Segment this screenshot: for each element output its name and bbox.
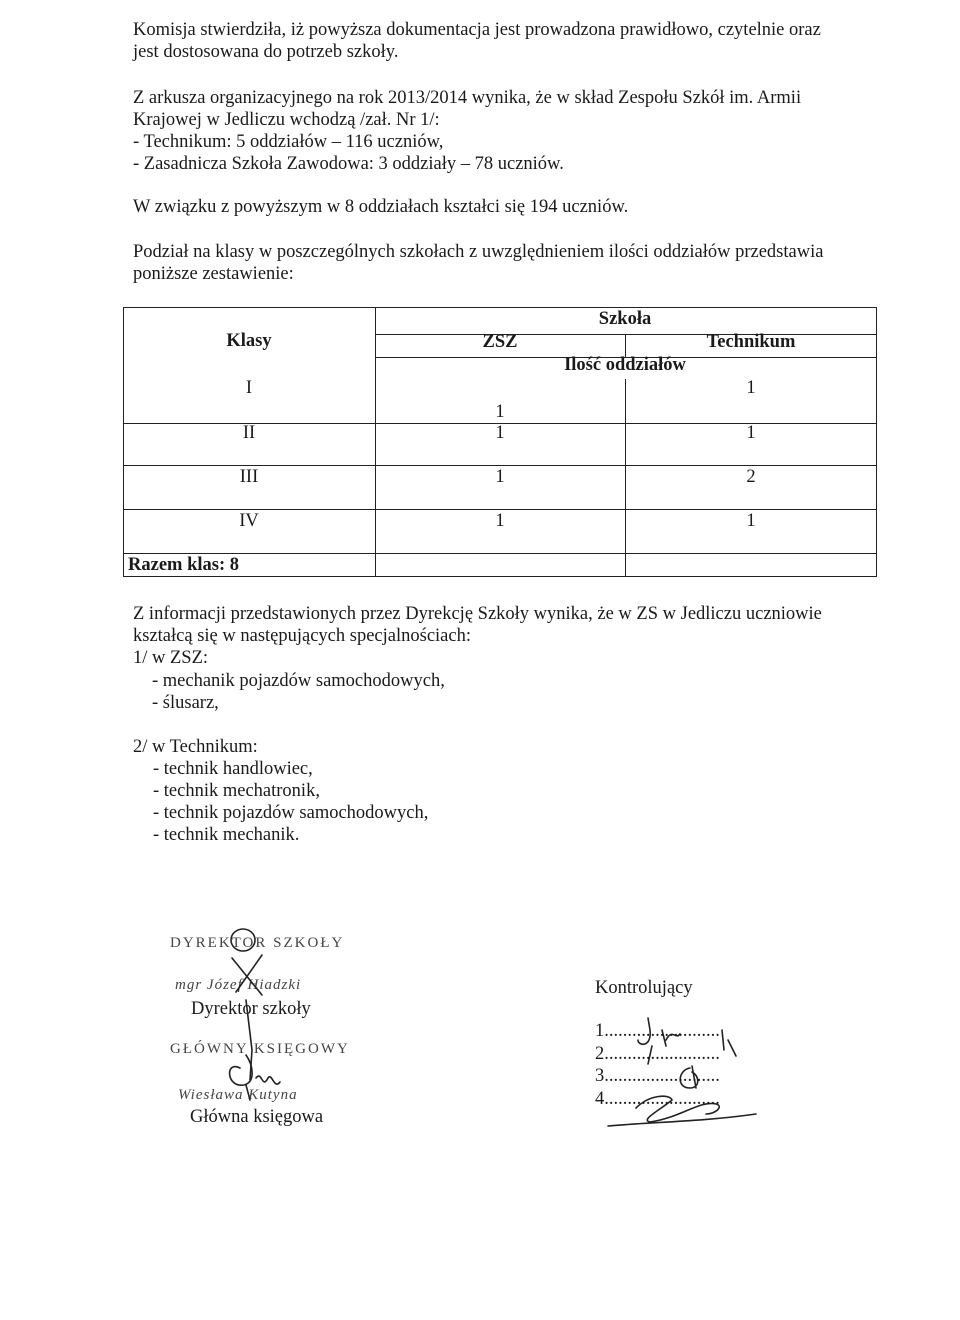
table-cell-zsz: 1 — [495, 511, 505, 531]
text-line: poniższe zestawienie: — [133, 264, 294, 284]
list-item: - technik mechatronik, — [153, 781, 320, 801]
table-cell-klasa: I — [245, 378, 253, 398]
table-cell-zsz: 1 — [495, 402, 505, 422]
signature-stroke — [231, 929, 255, 951]
text-line: W związku z powyższym w 8 oddziałach kształci się 194 uczniów. — [133, 197, 629, 217]
signature-stroke — [230, 1055, 280, 1100]
text-line: kształcą się w następujących specjalnościach: — [133, 626, 471, 646]
controller-line: 1......................... — [595, 1021, 720, 1041]
column-header-technikum: Technikum — [706, 332, 796, 352]
table-cell-technikum: 2 — [746, 467, 756, 487]
signature-stroke — [232, 955, 262, 1080]
zsz-header: 1/ w ZSZ: — [133, 648, 209, 668]
table-total: Razem klas: 8 — [128, 555, 239, 575]
text-line: - Technikum: 5 oddziałów – 116 uczniów, — [133, 132, 444, 152]
text-line: Z arkusza organizacyjnego na rok 2013/2014 wynika, że w skład Zespołu Szkół im. Armii — [133, 88, 802, 108]
accountant-label: Główna księgowa — [190, 1107, 324, 1127]
text-line: Z informacji przedstawionych przez Dyrekcję Szkoły wynika, że w ZS w Jedliczu uczniowie — [133, 604, 822, 624]
list-item: - technik mechanik. — [153, 825, 300, 845]
controller-line: 3......................... — [595, 1066, 720, 1086]
controller-line: 2......................... — [595, 1044, 720, 1064]
controller-line: 4......................... — [595, 1089, 720, 1109]
list-item: - technik pojazdów samochodowych, — [153, 803, 429, 823]
text-line: Komisja stwierdziła, iż powyższa dokumentacja jest prowadzona prawidłowo, czytelnie oraz — [133, 20, 821, 40]
table-cell-technikum: 1 — [746, 378, 756, 398]
list-item: - mechanik pojazdów samochodowych, — [152, 671, 445, 691]
column-header-klasy: Klasy — [226, 331, 272, 351]
list-item: - technik handlowiec, — [153, 759, 313, 779]
accountant-name-stamp: Wiesława Kutyna — [178, 1087, 298, 1103]
table-cell-klasa: IV — [239, 511, 259, 531]
director-label: Dyrektor szkoły — [191, 999, 311, 1019]
signature-stroke — [722, 1030, 736, 1056]
column-header-szkola: Szkoła — [598, 309, 652, 329]
table-cell-zsz: 1 — [495, 423, 505, 443]
text-line: Podział na klasy w poszczególnych szkołach z uwzględnieniem ilości oddziałów przedstawia — [133, 242, 824, 262]
text-line: Krajowej w Jedliczu wchodzą /zał. Nr 1/: — [133, 110, 440, 130]
table-cell-zsz: 1 — [495, 467, 505, 487]
table-cell-technikum: 1 — [746, 423, 756, 443]
subheader-ilosc-oddzialow: Ilość oddziałów — [564, 355, 686, 375]
text-line: 2/ w Technikum: — [133, 737, 258, 757]
text-line: jest dostosowana do potrzeb szkoły. — [133, 42, 399, 62]
list-item: - ślusarz, — [152, 693, 219, 713]
table-cell-klasa: II — [242, 423, 256, 443]
controllers-label: Kontrolujący — [595, 978, 693, 998]
director-stamp: DYREKTOR SZKOŁY — [170, 935, 345, 951]
text-line: - Zasadnicza Szkoła Zawodowa: 3 oddziały – 78 uczniów. — [133, 154, 564, 174]
table-cell-technikum: 1 — [746, 511, 756, 531]
table-cell-klasa: III — [239, 467, 259, 487]
accountant-stamp: GŁÓWNY KSIĘGOWY — [170, 1041, 350, 1057]
column-header-zsz: ZSZ — [482, 332, 518, 352]
director-name-stamp: mgr Józef Hiadzki — [175, 977, 302, 993]
